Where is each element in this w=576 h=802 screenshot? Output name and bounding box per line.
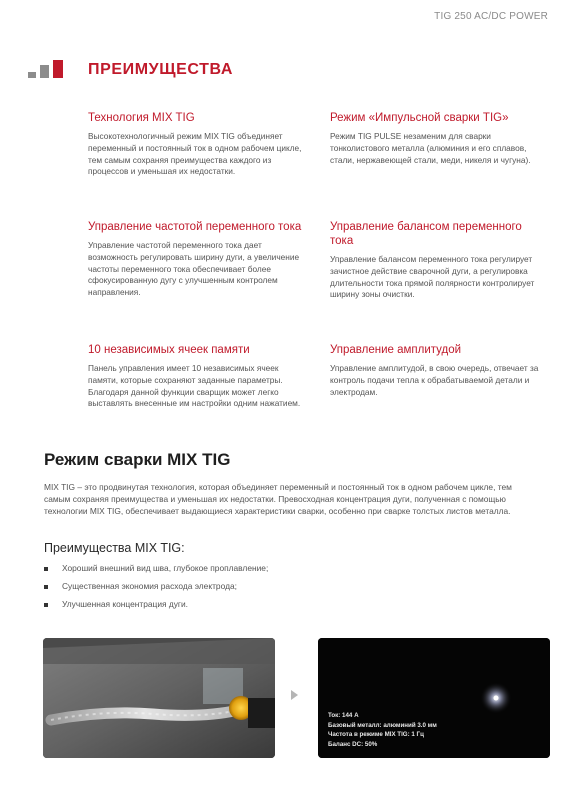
feature-balance-control — [330, 220, 546, 301]
caption-line: Частота в режиме MIX TIG: 1 Гц — [328, 731, 424, 739]
feature-text: Режим TIG PULSE незаменим для сварки тонколистового металла (алюминия и его сплавов, стали, нержавеющей стали, меди, никеля и чугуна). — [330, 131, 531, 165]
caption-line: Баланс DC: 50% — [328, 740, 378, 748]
product-model-label: TIG 250 AC/DC POWER — [434, 11, 548, 22]
feature-title: Управление частотой переменного тока — [88, 221, 302, 233]
feature-amplitude-control — [330, 343, 546, 398]
feature-title: Управление балансом переменного тока — [330, 221, 522, 248]
list-item-text: Существенная экономия расхода электрода; — [62, 580, 237, 591]
arc-welding-photo — [318, 638, 550, 758]
weld-seam-photo — [43, 638, 275, 758]
list-item — [44, 581, 534, 593]
feature-mix-tig — [88, 111, 304, 178]
feature-text: Управление частотой переменного тока дает возможность регулировать ширину дуги, а увеличение частоты переменного тока обеспечивает более сфокусированную дугу с улучшенным контролем направления. — [88, 240, 300, 298]
welding-parameters-caption — [328, 711, 437, 749]
bullet-square-icon — [44, 603, 48, 607]
bullet-square-icon — [44, 567, 48, 571]
feature-text: Управление балансом переменного тока регулирует зачистное действие сварочной дуги, а регулировка длительности тока прямой полярности контролирует ширину зоны очистки. — [330, 254, 535, 300]
play-arrow-icon — [291, 690, 298, 700]
caption-line: Ток: 144 А — [328, 712, 359, 719]
logo-bar-medium — [40, 65, 49, 78]
bullet-square-icon — [44, 585, 48, 589]
list-item-text: Улучшенная концентрация дуги. — [62, 598, 188, 609]
weld-seam-illustration — [43, 638, 275, 758]
section-title: ПРЕИМУЩЕСТВА — [88, 61, 234, 78]
feature-text: Управление амплитудой, в свою очередь, отвечает за контроль подачи тепла к обрабатываемой детали и электродам. — [330, 363, 539, 397]
logo-bar-large — [53, 60, 63, 78]
feature-title: Технология MIX TIG — [88, 112, 195, 124]
list-item — [44, 563, 534, 575]
feature-text: Панель управления имеет 10 независимых ячеек памяти, которые сохраняют заданные параметры. Благодаря данной функции сварщик может легко выставлять внесенные им настройки одним нажатием. — [88, 363, 301, 409]
logo-bar-small — [28, 72, 36, 78]
feature-memory-cells — [88, 343, 304, 410]
feature-title: Режим «Импульсной сварки TIG» — [330, 112, 509, 124]
feature-title: Управление амплитудой — [330, 344, 462, 356]
mix-tig-benefits-heading: Преимущества MIX TIG: — [44, 541, 185, 555]
feature-text: Высокотехнологичный режим MIX TIG объединяет переменный и постоянный ток в одном рабочем цикле, тем самым сохраняя преимущества каждого из процессов и уменьшая их недостатки. — [88, 131, 302, 177]
brand-logo-bars — [28, 60, 68, 78]
mix-tig-description: MIX TIG – это продвинутая технология, которая объединяет переменный и постоянный ток в одном рабочем цикле, тем самым сохраняя преимущества и уменьшая их недостатки. Превосходная концентрация дуги, полученная с помощью технологии MIX TIG, обеспечивает выдающиеся характеристики сварки, особенно при сварке толстых листов металла. — [44, 482, 512, 516]
feature-frequency-control — [88, 220, 304, 299]
caption-line: Базовый металл: алюминий 3.0 мм — [328, 721, 437, 729]
list-item — [44, 599, 534, 611]
list-item-text: Хороший внешний вид шва, глубокое проплавление; — [62, 563, 269, 573]
feature-title: 10 независимых ячеек памяти — [88, 344, 250, 356]
mix-tig-benefits-list — [44, 563, 534, 616]
mix-tig-heading: Режим сварки MIX TIG — [44, 450, 231, 469]
feature-pulse-tig — [330, 111, 546, 166]
